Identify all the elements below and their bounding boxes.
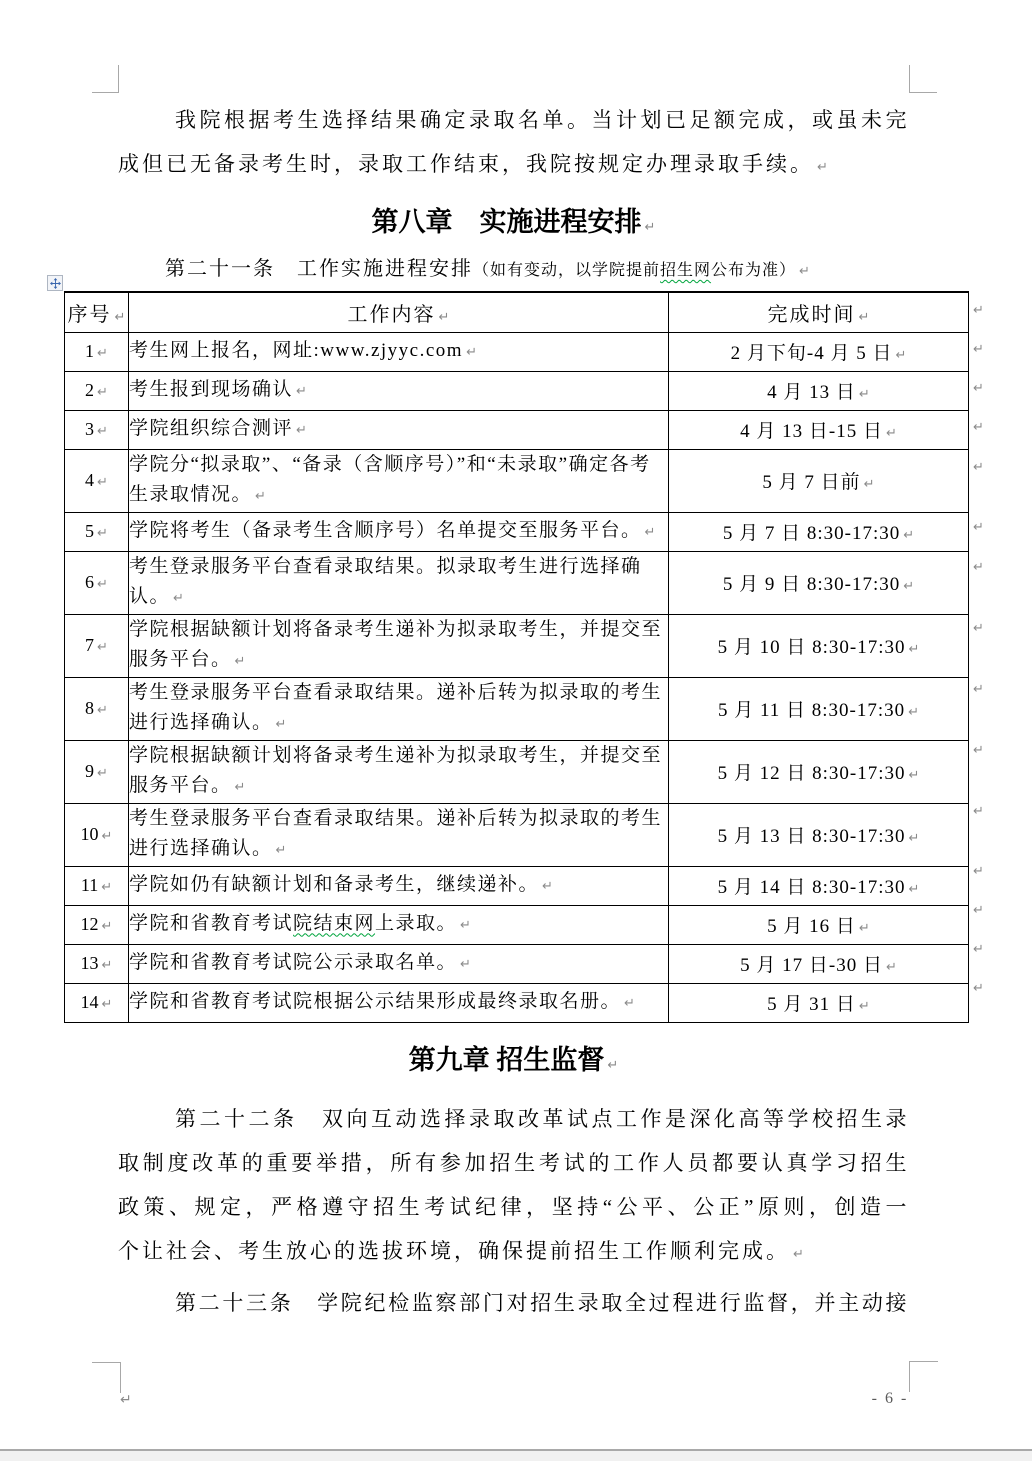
end-of-row-mark-icon: ↵: [973, 864, 984, 879]
end-of-row-mark-icon: ↵: [973, 682, 984, 697]
table-header-row: [65, 292, 969, 332]
crop-mark-top-right-icon: [909, 65, 937, 93]
article-22-paragraph: [118, 1097, 909, 1277]
header-cell-no: 序号 ↵: [65, 292, 129, 332]
chapter-8-heading: 第八章 实施进程安排 ↵: [371, 207, 656, 237]
article-23-paragraph: [118, 1281, 909, 1325]
return-mark-icon: ↵: [101, 880, 113, 895]
table-row: 5 ↵ 学院将考生（备录考生含顺序号）名单提交至服务平台。 ↵ 5 月 7 日 8:30-17:30 ↵: [65, 512, 969, 551]
return-mark-icon: ↵: [542, 878, 553, 894]
article-23-line-1: 第二十三条 学院纪检监察部门对招生录取全过程进行监督，并主动接: [175, 1291, 909, 1315]
return-mark-icon: ↵: [275, 716, 287, 732]
table-row: 8 ↵ 考生登录服务平台查看录取结果。递补后转为拟录取的考生进行选择确认。 ↵ 5 月 11 日 8:30-17:30 ↵: [65, 677, 969, 740]
end-of-row-mark-icon: ↵: [973, 621, 984, 636]
return-mark-icon: ↵: [234, 779, 246, 795]
table-row: 10 ↵ 考生登录服务平台查看录取结果。递补后转为拟录取的考生进行选择确认。 ↵ 5 月 13 日 8:30-17:30 ↵: [65, 803, 969, 866]
table-move-handle[interactable]: [47, 275, 63, 291]
return-mark-icon: ↵: [97, 424, 108, 439]
footer-return-mark-icon: ↵: [120, 1392, 132, 1408]
return-mark-icon: ↵: [234, 653, 246, 669]
return-mark-icon: ↵: [97, 385, 108, 400]
return-mark-icon: ↵: [101, 958, 113, 973]
return-mark-icon: ↵: [624, 995, 635, 1011]
return-mark-icon: ↵: [858, 309, 870, 325]
return-mark-icon: ↵: [97, 526, 108, 541]
header-cell-time: 完成时间 ↵: [669, 292, 969, 332]
return-mark-icon: ↵: [97, 346, 108, 361]
end-of-row-mark-icon: ↵: [973, 381, 984, 396]
return-mark-icon: ↵: [114, 309, 126, 325]
return-mark-icon: ↵: [255, 488, 266, 504]
return-mark-icon: ↵: [466, 344, 477, 360]
spellcheck-flagged-text: 院结束网: [293, 912, 376, 934]
return-mark-icon: ↵: [793, 1247, 804, 1262]
article-22-line-1: 第二十二条 双向互动选择录取改革试点工作是深化高等学校招生录: [175, 1107, 909, 1131]
article-21-note-flagged: 招生网: [660, 262, 712, 279]
return-mark-icon: ↵: [97, 703, 108, 718]
return-mark-icon: ↵: [173, 590, 184, 606]
return-mark-icon: ↵: [858, 999, 870, 1014]
return-mark-icon: ↵: [460, 917, 471, 933]
article-21-text: 第二十一条 工作实施进程安排: [165, 258, 473, 280]
return-mark-icon: ↵: [858, 921, 870, 936]
return-mark-icon: ↵: [903, 528, 915, 543]
end-of-row-mark-icon: ↵: [973, 804, 984, 819]
return-mark-icon: ↵: [908, 642, 920, 657]
chapter-9-heading: 第九章 招生监督 ↵: [408, 1045, 619, 1075]
article-21-note-post: 公布为准）: [711, 262, 797, 279]
end-of-row-mark-icon: ↵: [973, 560, 984, 575]
article-21-note-pre: （如有变动，以学院提前: [473, 262, 661, 279]
table-row: 6 ↵ 考生登录服务平台查看录取结果。拟录取考生进行选择确认。 ↵ 5 月 9 日 8:30-17:30 ↵: [65, 551, 969, 614]
end-of-row-mark-icon: ↵: [973, 460, 984, 475]
return-mark-icon: ↵: [908, 768, 920, 783]
return-mark-icon: ↵: [644, 220, 656, 235]
return-mark-icon: ↵: [903, 579, 915, 594]
end-of-row-mark-icon: ↵: [973, 342, 984, 357]
return-mark-icon: ↵: [799, 264, 810, 279]
return-mark-icon: ↵: [858, 387, 870, 402]
return-mark-icon: ↵: [644, 524, 656, 540]
return-mark-icon: ↵: [817, 160, 828, 175]
end-of-row-mark-icon: ↵: [973, 903, 984, 918]
return-mark-icon: ↵: [97, 640, 108, 655]
return-mark-icon: ↵: [895, 348, 907, 363]
end-of-row-mark-icon: ↵: [973, 303, 984, 318]
return-mark-icon: ↵: [296, 422, 307, 438]
return-mark-icon: ↵: [97, 475, 108, 490]
crop-mark-bottom-right-icon: [909, 1361, 938, 1392]
return-mark-icon: ↵: [908, 882, 920, 897]
return-mark-icon: ↵: [885, 426, 897, 441]
crop-mark-bottom-left-icon: [92, 1362, 121, 1393]
end-of-row-mark-icon: ↵: [973, 981, 984, 996]
workspace-background: [0, 1451, 1032, 1461]
return-mark-icon: ↵: [607, 1058, 619, 1073]
return-mark-icon: ↵: [296, 383, 307, 399]
header-cell-content: 工作内容 ↵: [129, 292, 669, 332]
return-mark-icon: ↵: [101, 997, 113, 1012]
article-21-line: [165, 252, 810, 281]
intro-line-1: 我院根据考生选择结果确定录取名单。当计划已足额完成，或虽未完: [175, 108, 909, 132]
end-of-row-mark-icon: ↵: [973, 520, 984, 535]
crop-mark-top-left-icon: [92, 65, 119, 93]
return-mark-icon: ↵: [97, 766, 108, 781]
return-mark-icon: ↵: [863, 477, 875, 492]
table-row: 13 ↵ 学院和省教育考试院公示录取名单。 ↵ 5 月 17 日-30 日 ↵: [65, 944, 969, 983]
end-of-row-mark-icon: ↵: [973, 420, 984, 435]
return-mark-icon: ↵: [97, 577, 108, 592]
end-of-row-mark-icon: ↵: [973, 942, 984, 957]
article-22-line-4: 个让社会、考生放心的选拔环境，确保提前招生工作顺利完成。 ↵: [118, 1239, 804, 1263]
intro-paragraph: [118, 98, 909, 190]
move-icon: [50, 278, 61, 289]
return-mark-icon: ↵: [908, 831, 920, 846]
table-row: 7 ↵ 学院根据缺额计划将备录考生递补为拟录取考生，并提交至服务平台。 ↵ 5 月 10 日 8:30-17:30 ↵: [65, 614, 969, 677]
return-mark-icon: ↵: [460, 956, 471, 972]
return-mark-icon: ↵: [101, 829, 113, 844]
article-22-line-2: 取制度改革的重要举措，所有参加招生考试的工作人员都要认真学习招生: [118, 1151, 909, 1175]
table-row: 4 ↵ 学院分“拟录取”、“备录（含顺序号）”和“未录取”确定各考生录取情况。 ↵ 5 月 7 日前 ↵: [65, 449, 969, 512]
table-row: 14 ↵ 学院和省教育考试院根据公示结果形成最终录取名册。 ↵ 5 月 31 日 ↵: [65, 983, 969, 1022]
table-row: 3 ↵ 学院组织综合测评 ↵ 4 月 13 日-15 日 ↵: [65, 410, 969, 449]
intro-line-2: 成但已无备录考生时，录取工作结束，我院按规定办理录取手续。 ↵: [118, 152, 828, 176]
article-22-line-3: 政策、规定，严格遵守招生考试纪律，坚持“公平、公正”原则，创造一: [118, 1195, 909, 1219]
return-mark-icon: ↵: [275, 842, 287, 858]
return-mark-icon: ↵: [101, 919, 113, 934]
return-mark-icon: ↵: [908, 705, 920, 720]
table-row: 12 ↵ 学院和省教育考试院结束网上录取。 ↵ 5 月 16 日 ↵: [65, 905, 969, 944]
return-mark-icon: ↵: [885, 960, 897, 975]
schedule-table: [64, 291, 969, 1023]
end-of-row-mark-icon: ↵: [973, 743, 984, 758]
table-row: 9 ↵ 学院根据缺额计划将备录考生递补为拟录取考生，并提交至服务平台。 ↵ 5 月 12 日 8:30-17:30 ↵: [65, 740, 969, 803]
table-row: 1 ↵ 考生网上报名，网址:www.zjyyc.com ↵ 2 月下旬-4 月 5 日 ↵: [65, 332, 969, 371]
table-row: 2 ↵ 考生报到现场确认 ↵ 4 月 13 日 ↵: [65, 371, 969, 410]
return-mark-icon: ↵: [438, 309, 450, 325]
table-row: 11 ↵ 学院如仍有缺额计划和备录考生，继续递补。 ↵ 5 月 14 日 8:30-17:30 ↵: [65, 866, 969, 905]
page-number: - 6 -: [871, 1390, 909, 1407]
